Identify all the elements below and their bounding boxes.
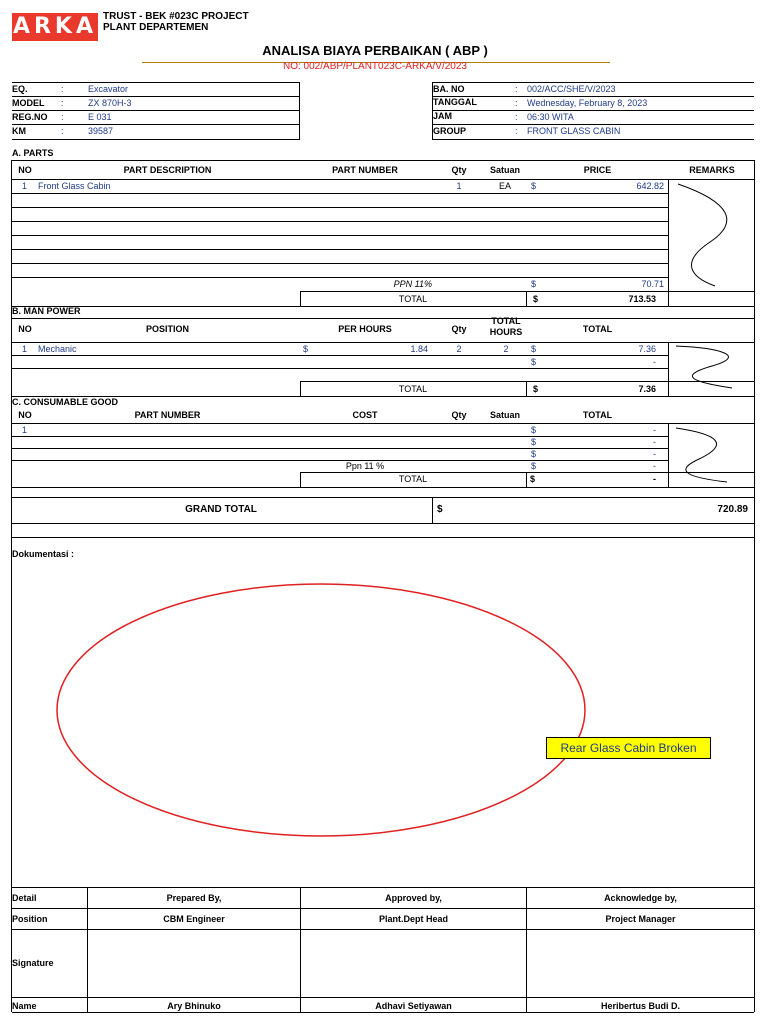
- info-value-eq: Excavator: [88, 84, 129, 94]
- damage-note: Rear Glass Cabin Broken: [546, 737, 711, 759]
- parts-ppn-value: 70.71: [641, 279, 664, 289]
- parts-ppn-label: PPN 11%: [393, 279, 432, 289]
- prepared-by-position: CBM Engineer: [163, 914, 225, 924]
- grand-total-label: GRAND TOTAL: [185, 504, 257, 515]
- info-label-group: GROUP: [433, 126, 467, 136]
- department-name: PLANT DEPARTEMEN: [103, 22, 209, 33]
- prepared-by-title: Prepared By,: [166, 893, 222, 903]
- info-value-model: ZX 870H-3: [88, 98, 132, 108]
- info-value-tanggal: Wednesday, February 8, 2023: [527, 98, 648, 108]
- acknowledged-by-name: Heribertus Budi D.: [600, 1001, 680, 1011]
- table-row: 1: [22, 181, 28, 191]
- manpower-section-title: B. MAN POWER: [12, 306, 81, 316]
- info-label-jam: JAM: [433, 111, 453, 121]
- info-label-tanggal: TANGGAL: [433, 97, 477, 107]
- consumable-total: -: [653, 474, 656, 484]
- info-value-km: 39587: [88, 126, 114, 136]
- approved-by-position: Plant.Dept Head: [378, 914, 448, 924]
- consumable-section-title: C. CONSUMABLE GOOD: [12, 397, 119, 407]
- acknowledged-by-title: Acknowledge by,: [604, 893, 677, 903]
- info-value-group: FRONT GLASS CABIN: [527, 126, 621, 136]
- remarks-scribble: [672, 344, 752, 390]
- project-name: TRUST - BEK #023C PROJECT: [103, 11, 249, 22]
- info-value-regno: E 031: [88, 112, 112, 122]
- sig-label-signature: Signature: [12, 958, 54, 968]
- prepared-by-name: Ary Bhinuko: [167, 1001, 221, 1011]
- sig-label-position: Position: [12, 914, 48, 924]
- approved-by-name: Adhavi Setiyawan: [375, 1001, 452, 1011]
- info-value-jam: 06:30 WITA: [527, 112, 574, 122]
- sig-label-name: Name: [12, 1001, 37, 1011]
- info-label-eq: EQ.: [12, 84, 28, 94]
- table-row: 1: [22, 344, 28, 354]
- grand-total-value: 720.89: [717, 504, 748, 515]
- arka-logo: ARKA: [12, 14, 98, 39]
- parts-total: 713.53: [628, 294, 656, 304]
- consumable-ppn-label: Ppn 11 %: [345, 461, 385, 471]
- manpower-total: 7.36: [638, 384, 656, 394]
- table-row: 1: [22, 425, 28, 435]
- damage-highlight-ellipse: [55, 582, 590, 838]
- sig-label-detail: Detail: [12, 893, 37, 903]
- document-number: NO: 002/ABP/PLANT023C-ARKA/V/2023: [283, 61, 467, 72]
- info-label-km: KM: [12, 126, 26, 136]
- remarks-scribble: [670, 182, 754, 290]
- info-label-model: MODEL: [12, 98, 45, 108]
- page-title: ANALISA BIAYA PERBAIKAN ( ABP ): [262, 43, 488, 58]
- approved-by-title: Approved by,: [385, 893, 442, 903]
- info-label-regno: REG.NO: [12, 112, 48, 122]
- acknowledged-by-position: Project Manager: [605, 914, 676, 924]
- documentation-label: Dokumentasi :: [12, 549, 75, 559]
- parts-section-title: A. PARTS: [12, 148, 54, 158]
- info-label-bano: BA. NO: [433, 84, 465, 94]
- remarks-scribble: [672, 426, 752, 484]
- info-value-bano: 002/ACC/SHE/V/2023: [527, 84, 616, 94]
